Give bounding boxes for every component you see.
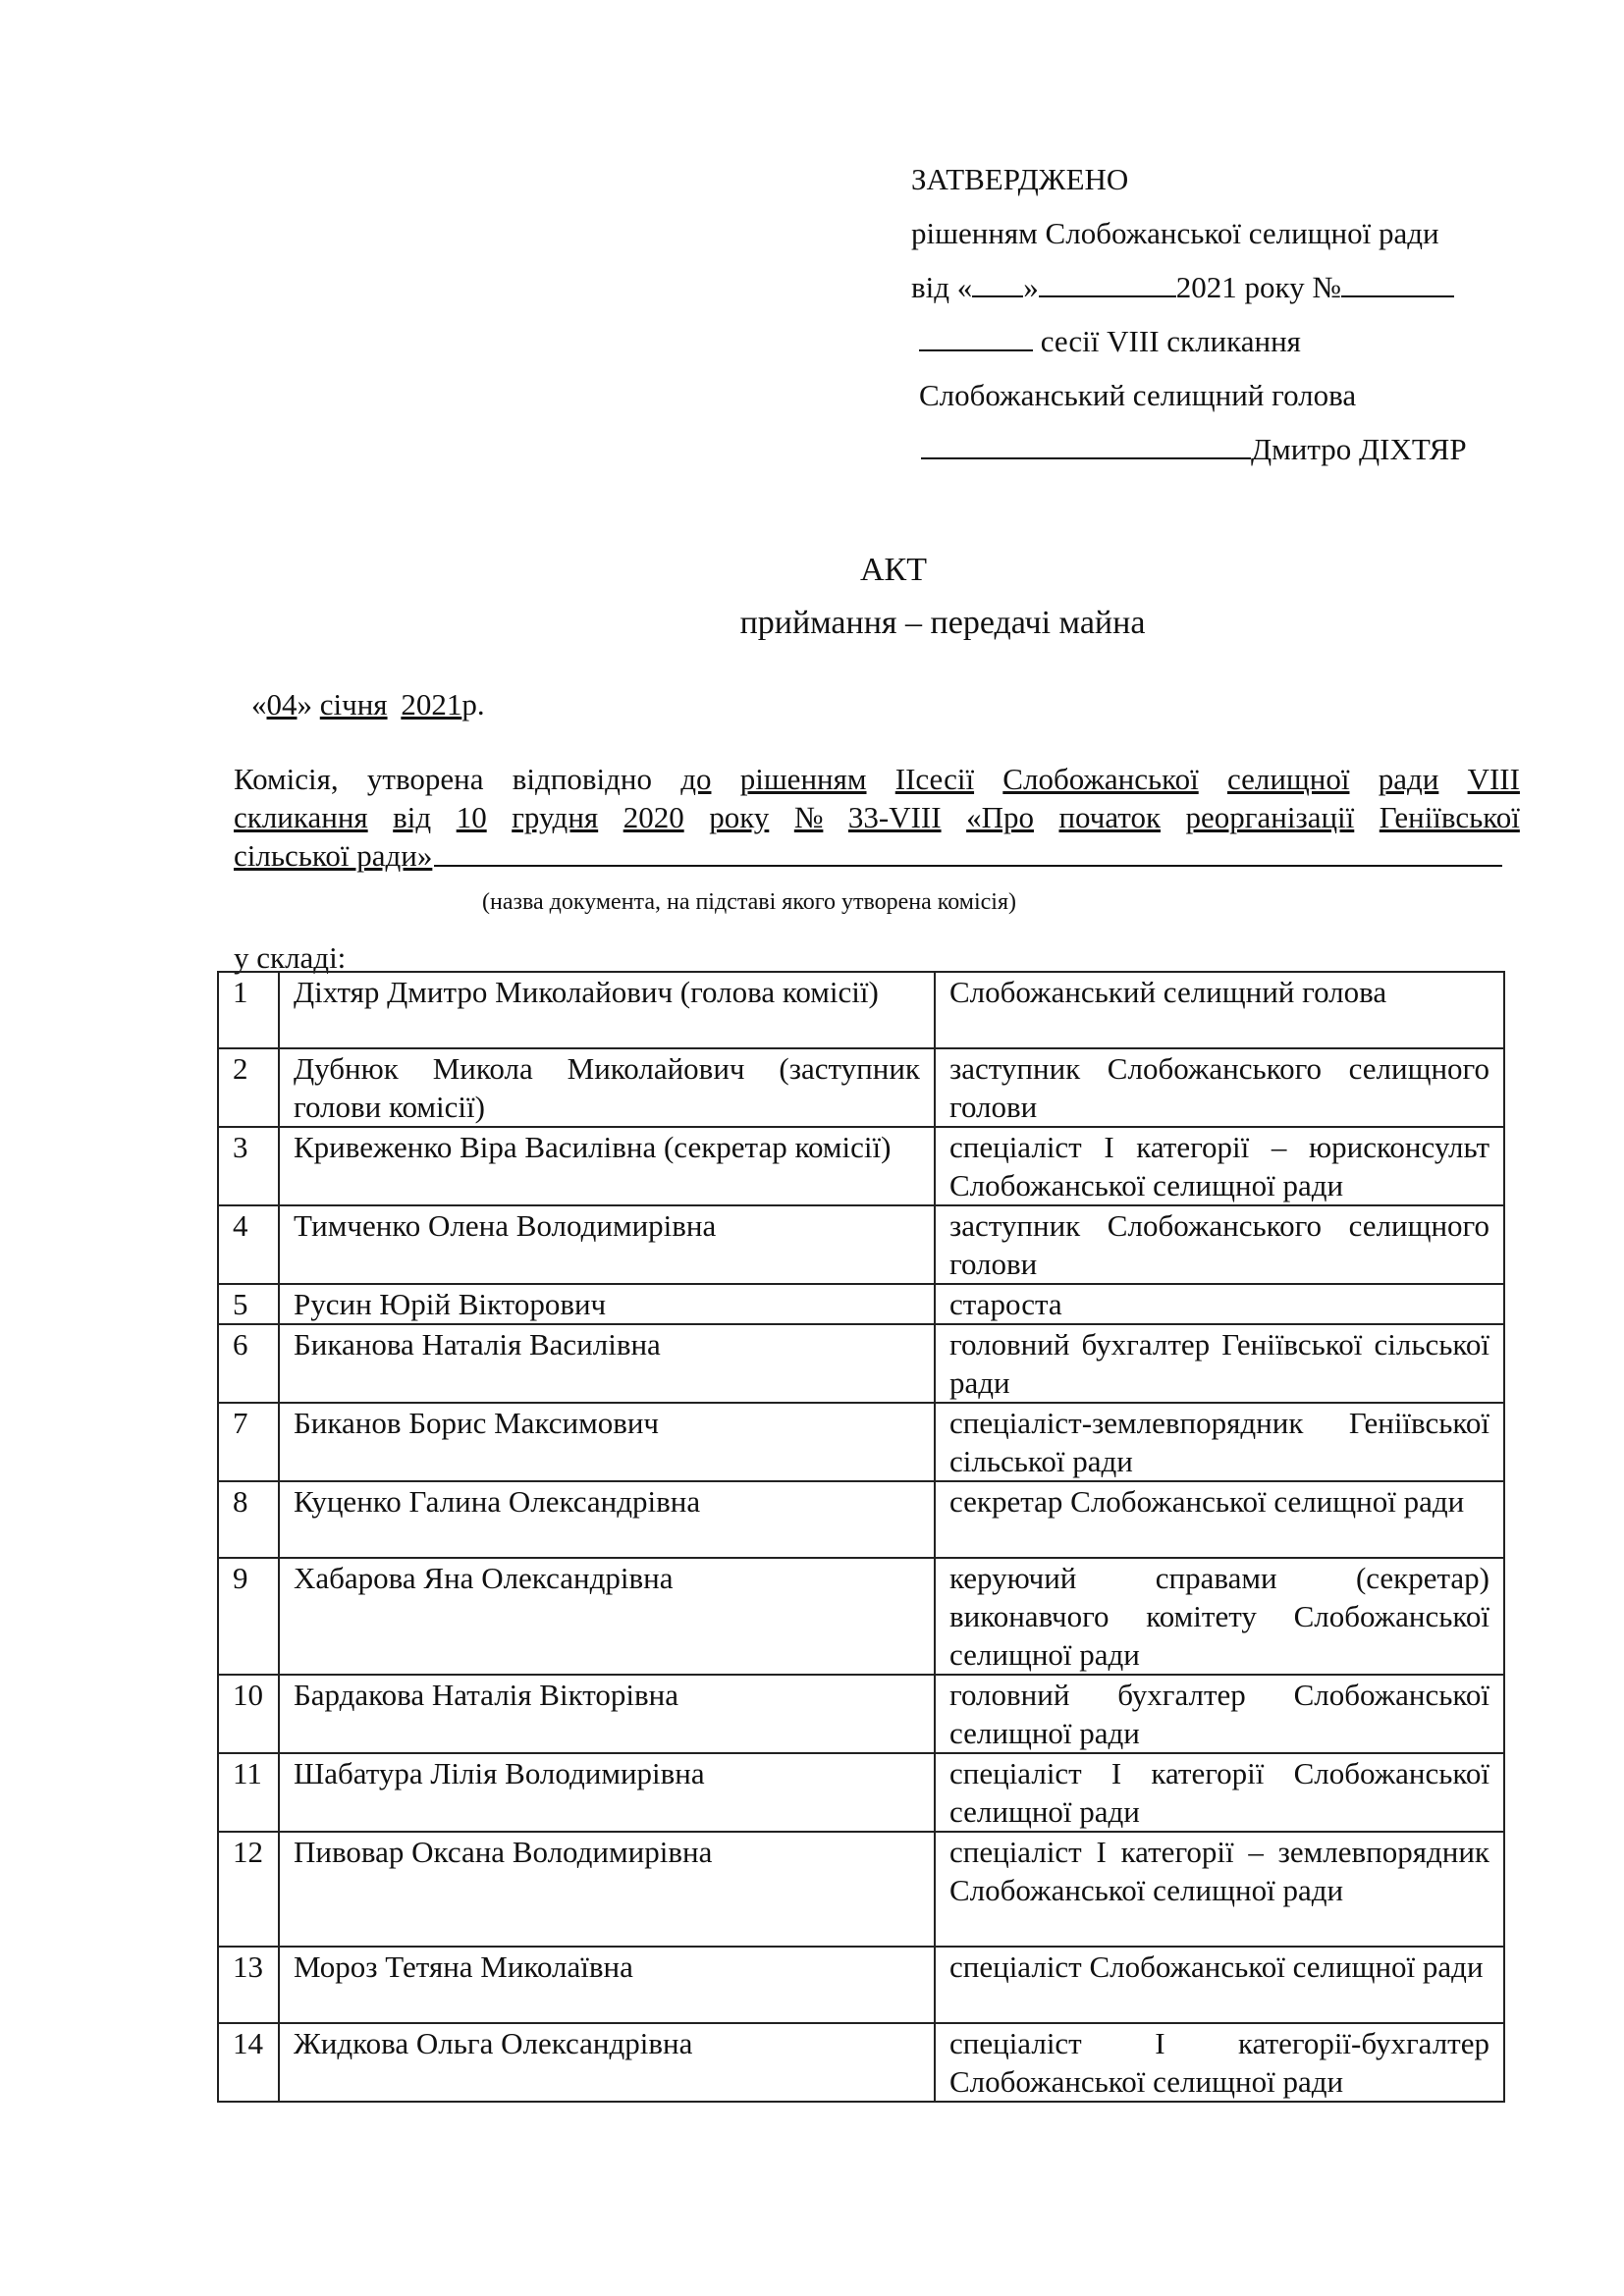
table-row	[218, 1127, 1504, 1205]
member-number: 2	[218, 1048, 279, 1127]
approval-session-line: сесії VIII скликання	[911, 314, 1520, 368]
table-row	[218, 1048, 1504, 1127]
table-row	[218, 1832, 1504, 1947]
commission-line-2: скликання від 10 грудня 2020 року № 33-VIII «Про початок реорганізації Геніївської	[234, 800, 1520, 834]
member-number: 12	[218, 1832, 279, 1947]
member-name: Бардакова Наталія Вікторівна	[279, 1675, 935, 1753]
member-position: заступник Слобожанського селищного голови	[935, 1048, 1504, 1127]
act-date: «04» січня 2021р.	[251, 687, 485, 721]
table-row	[218, 1205, 1504, 1284]
member-number: 6	[218, 1324, 279, 1403]
act-year: 2021	[401, 687, 462, 721]
table-row	[218, 1675, 1504, 1753]
member-name: Тимченко Олена Володимирівна	[279, 1205, 935, 1284]
member-number: 4	[218, 1205, 279, 1284]
member-position: керуючий справами (секретар) виконавчого комітету Слобожанської селищної ради	[935, 1558, 1504, 1675]
member-name: Діхтяр Дмитро Миколайович (голова комісії)	[279, 972, 935, 1048]
member-position: головний бухгалтер Слобожанської селищної ради	[935, 1675, 1504, 1753]
member-number: 3	[218, 1127, 279, 1205]
member-name: Дубнюк Микола Миколайович (заступник голови комісії)	[279, 1048, 935, 1127]
member-number: 7	[218, 1403, 279, 1481]
member-position: спеціаліст І категорії – землевпорядник Слобожанської селищної ради	[935, 1832, 1504, 1947]
member-position: староста	[935, 1284, 1504, 1324]
member-name: Русин Юрій Вікторович	[279, 1284, 935, 1324]
member-name: Биканова Наталія Василівна	[279, 1324, 935, 1403]
member-name: Хабарова Яна Олександрівна	[279, 1558, 935, 1675]
member-position: спеціаліст І категорії-бухгалтер Слобожанської селищної ради	[935, 2023, 1504, 2102]
member-number: 14	[218, 2023, 279, 2102]
member-name: Биканов Борис Максимович	[279, 1403, 935, 1481]
day-blank	[972, 270, 1023, 297]
table-row	[218, 1403, 1504, 1481]
session-blank	[919, 324, 1033, 351]
member-number: 5	[218, 1284, 279, 1324]
member-number: 1	[218, 972, 279, 1048]
month-blank	[1039, 270, 1176, 297]
member-number: 13	[218, 1947, 279, 2023]
member-number: 11	[218, 1753, 279, 1832]
table-row	[218, 1481, 1504, 1558]
fill-line	[434, 836, 1502, 867]
signatory-name: Дмитро ДІХТЯР	[1251, 432, 1467, 466]
document-title: АКТ	[860, 552, 927, 588]
table-row	[218, 1947, 1504, 2023]
approval-block	[911, 152, 1520, 476]
table-row	[218, 1753, 1504, 1832]
member-number: 9	[218, 1558, 279, 1675]
document-subtitle: приймання – передачі майна	[739, 605, 1146, 641]
member-position: спеціаліст І категорії – юрисконсульт Слобожанської селищної ради	[935, 1127, 1504, 1205]
approval-heading: ЗАТВЕРДЖЕНО	[911, 162, 1129, 196]
member-position: заступник Слобожанського селищного голови	[935, 1205, 1504, 1284]
commission-line-1: Комісія, утворена відповідно до рішенням ІІсесії Слобожанської селищної ради VIII	[234, 762, 1520, 796]
document-name-caption: (назва документа, на підставі якого утворена комісія)	[482, 889, 1016, 915]
member-position: секретар Слобожанської селищної ради	[935, 1481, 1504, 1558]
table-row	[218, 972, 1504, 1048]
table-row	[218, 1324, 1504, 1403]
table-row	[218, 1558, 1504, 1675]
member-position: головний бухгалтер Геніївської сільської ради	[935, 1324, 1504, 1403]
member-name: Шабатура Лілія Володимирівна	[279, 1753, 935, 1832]
member-name: Мороз Тетяна Миколаївна	[279, 1947, 935, 2023]
member-position: спеціаліст-землевпорядник Геніївської сільської ради	[935, 1403, 1504, 1481]
approval-position: Слобожанський селищний голова	[919, 378, 1357, 412]
approval-signature-line	[911, 422, 1520, 476]
approval-decision-line: рішенням Слобожанської селищної ради	[911, 216, 1439, 250]
composition-label: у складі:	[234, 940, 347, 975]
table-row	[218, 2023, 1504, 2102]
member-name: Пивовар Оксана Володимирівна	[279, 1832, 935, 1947]
commission-line-3: сільської ради»	[234, 836, 1502, 875]
member-position: спеціаліст Слобожанської селищної ради	[935, 1947, 1504, 2023]
act-day: 04	[266, 687, 298, 721]
member-number: 10	[218, 1675, 279, 1753]
member-name: Куценко Галина Олександрівна	[279, 1481, 935, 1558]
member-position: Слобожанський селищний голова	[935, 972, 1504, 1048]
table-row	[218, 1284, 1504, 1324]
member-position: спеціаліст І категорії Слобожанської селищної ради	[935, 1753, 1504, 1832]
commission-members-table	[217, 971, 1505, 2103]
approval-date-line: від « » 2021 року №	[911, 260, 1520, 314]
commission-paragraph	[234, 760, 1520, 875]
number-blank	[1341, 270, 1454, 297]
member-number: 8	[218, 1481, 279, 1558]
act-month: січня	[319, 687, 388, 721]
member-name: Кривеженко Віра Василівна (секретар комісії)	[279, 1127, 935, 1205]
signature-blank	[921, 432, 1251, 459]
member-name: Жидкова Ольга Олександрівна	[279, 2023, 935, 2102]
